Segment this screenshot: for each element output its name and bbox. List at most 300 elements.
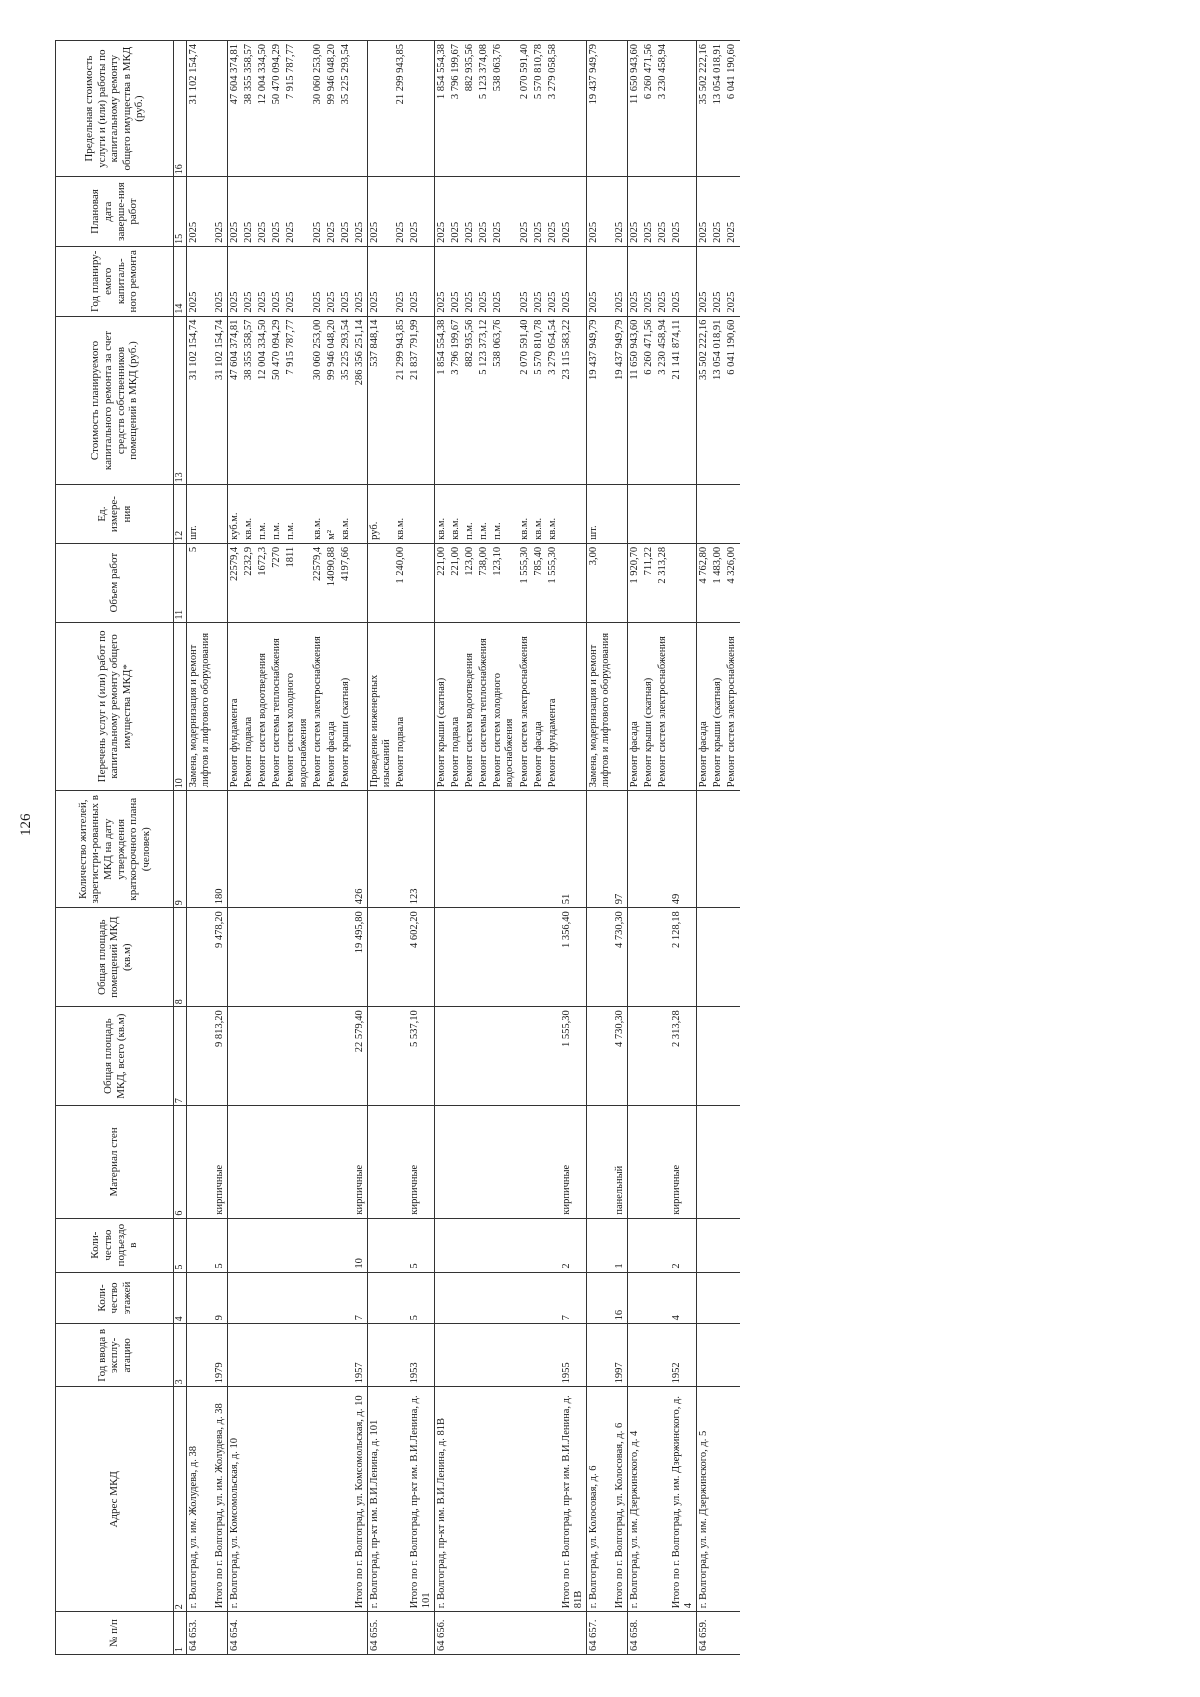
table-cell: [213, 41, 228, 177]
table-cell: [449, 1387, 463, 1612]
table-cell: [491, 1387, 517, 1612]
table-cell: [725, 1324, 739, 1387]
table-cell: [491, 1272, 517, 1324]
column-header: Коли-чество этажей: [56, 1272, 174, 1324]
table-cell: Ремонт фасада: [325, 622, 339, 791]
table-cell: п.м.: [477, 485, 491, 543]
table-cell: [491, 1612, 517, 1655]
table-cell: [449, 1218, 463, 1272]
table-cell: [725, 908, 739, 1007]
table-cell: [546, 1218, 560, 1272]
table-cell: [711, 1612, 725, 1655]
table-cell: [213, 485, 228, 543]
table-cell: 7 915 787,77: [284, 316, 310, 485]
table-cell: [449, 1324, 463, 1387]
table-row: [339, 41, 353, 1655]
table-cell: 12 004 334,50: [256, 316, 270, 485]
table-cell: [725, 791, 739, 908]
table-cell: 2025: [670, 177, 697, 247]
table-cell: 738,00: [477, 543, 491, 622]
table-cell: 2025: [725, 246, 739, 316]
table-cell: [546, 1106, 560, 1218]
table-cell: [367, 908, 394, 1007]
table-cell: 23 115 583,22: [560, 316, 587, 485]
table-row: [270, 41, 284, 1655]
table-cell: 4 730,30: [613, 1007, 628, 1106]
table-cell: [311, 1272, 325, 1324]
table-cell: [228, 1106, 243, 1218]
table-cell: Итого по г. Волгоград, ул. Колосовая, д. 6: [613, 1387, 628, 1612]
table-cell: [449, 908, 463, 1007]
table-cell: [546, 1387, 560, 1612]
table-row: [656, 41, 670, 1655]
table-cell: [284, 1007, 310, 1106]
table-cell: [518, 791, 532, 908]
table-cell: [656, 1387, 670, 1612]
table-cell: [697, 1218, 712, 1272]
table-cell: 50 470 094,29: [270, 316, 284, 485]
table-cell: [256, 791, 270, 908]
table-cell: г. Волгоград, пр-кт им. В.И.Ленина, д. 81В: [435, 1387, 450, 1612]
table-cell: 7: [560, 1272, 587, 1324]
table-cell: 47 604 374,81: [228, 41, 243, 177]
table-cell: 2025: [532, 246, 546, 316]
table-cell: [725, 1387, 739, 1612]
table-cell: 2025: [725, 177, 739, 247]
table-cell: [339, 1612, 353, 1655]
table-cell: [242, 1387, 256, 1612]
table-cell: 1952: [670, 1324, 697, 1387]
table-cell: [339, 791, 353, 908]
table-cell: [491, 1106, 517, 1218]
table-cell: 2025: [187, 177, 214, 247]
table-cell: 1811: [284, 543, 310, 622]
table-cell: [311, 1387, 325, 1612]
table-cell: 11 650 943,60: [628, 41, 643, 177]
table-cell: [242, 1324, 256, 1387]
table-cell: 19 495,80: [353, 908, 368, 1007]
table-cell: [642, 1612, 656, 1655]
table-cell: Ремонт системы теплоснабжения: [270, 622, 284, 791]
table-cell: [353, 1612, 368, 1655]
table-cell: [311, 791, 325, 908]
table-cell: Ремонт фундамента: [228, 622, 243, 791]
table-cell: [270, 1007, 284, 1106]
table-cell: 2025: [213, 177, 228, 247]
table-cell: [477, 1218, 491, 1272]
table-cell: 6 041 190,60: [725, 41, 739, 177]
table-cell: [586, 1106, 613, 1218]
table-cell: 123,00: [463, 543, 477, 622]
column-header: Стоимость планируемого капитального ремонта за счет средств собственников помещений в МКД (руб.): [56, 316, 174, 485]
table-cell: [187, 1007, 214, 1106]
table-cell: 4 326,00: [725, 543, 739, 622]
table-cell: [408, 622, 435, 791]
table-cell: 2: [670, 1218, 697, 1272]
table-cell: Ремонт систем электроснабжения: [311, 622, 325, 791]
table-cell: 13 054 018,91: [711, 316, 725, 485]
table-cell: 180: [213, 791, 228, 908]
table-row: [642, 41, 656, 1655]
table-cell: [725, 1612, 739, 1655]
table-cell: куб.м.: [228, 485, 243, 543]
table-cell: [339, 1106, 353, 1218]
table-cell: кирпичные: [353, 1106, 368, 1218]
table-cell: 882 935,56: [463, 41, 477, 177]
table-cell: 30 060 253,00: [311, 316, 325, 485]
table-cell: [284, 1612, 310, 1655]
table-cell: Ремонт подвала: [242, 622, 256, 791]
table-cell: Итого по г. Волгоград, ул. Комсомольская, д. 10: [353, 1387, 368, 1612]
table-cell: [518, 1007, 532, 1106]
table-cell: [394, 1324, 408, 1387]
table-cell: 9 478,20: [213, 908, 228, 1007]
table-cell: 426: [353, 791, 368, 908]
table-cell: [613, 41, 628, 177]
table-cell: [435, 1324, 450, 1387]
table-cell: 2025: [325, 177, 339, 247]
table-cell: [213, 1612, 228, 1655]
table-row: [242, 41, 256, 1655]
table-cell: 19 437 949,79: [586, 316, 613, 485]
table-cell: 1 555,30: [546, 543, 560, 622]
page-number: 126: [18, 813, 34, 836]
table-cell: [613, 1612, 628, 1655]
column-number: 4: [174, 1272, 187, 1324]
table-cell: 2025: [394, 246, 408, 316]
column-header: Предельная стоимость услуги и (или) работы по капитальному ремонту общего имущества в МКД (руб.): [56, 41, 174, 177]
table-row: [187, 41, 214, 1655]
table-cell: 2025: [613, 177, 628, 247]
table-cell: [628, 908, 643, 1007]
table-cell: 6 260 471,56: [642, 316, 656, 485]
column-header: Адрес МКД: [56, 1387, 174, 1612]
table-cell: 2025: [532, 177, 546, 247]
table-cell: п.м.: [284, 485, 310, 543]
table-cell: [532, 1387, 546, 1612]
table-cell: 123,10: [491, 543, 517, 622]
table-cell: Ремонт системы теплоснабжения: [477, 622, 491, 791]
table-cell: [284, 1106, 310, 1218]
table-cell: [463, 1218, 477, 1272]
table-cell: [228, 908, 243, 1007]
table-cell: п.м.: [256, 485, 270, 543]
table-cell: [532, 1272, 546, 1324]
table-cell: 2025: [546, 246, 560, 316]
table-cell: 64 654.: [228, 1612, 243, 1655]
column-number: 1: [174, 1612, 187, 1655]
table-cell: [586, 1218, 613, 1272]
table-cell: [284, 908, 310, 1007]
table-cell: [463, 1324, 477, 1387]
table-cell: [449, 791, 463, 908]
table-cell: [242, 1007, 256, 1106]
table-cell: Замена, модернизация и ремонт лифтов и лифтового оборудования: [187, 622, 214, 791]
table-cell: 1 854 554,38: [435, 316, 450, 485]
table-cell: [560, 485, 587, 543]
table-cell: Ремонт фасада: [628, 622, 643, 791]
table-cell: [711, 1272, 725, 1324]
table-cell: 2 070 591,40: [518, 316, 532, 485]
table-cell: [532, 1324, 546, 1387]
table-cell: 2025: [463, 177, 477, 247]
table-cell: [311, 1612, 325, 1655]
table-cell: [518, 1612, 532, 1655]
table-cell: [477, 1272, 491, 1324]
table-row: [586, 41, 613, 1655]
column-number: 9: [174, 791, 187, 908]
table-row: [613, 41, 628, 1655]
table-cell: 1: [613, 1218, 628, 1272]
table-cell: [435, 1272, 450, 1324]
table-cell: [697, 485, 712, 543]
table-cell: 2025: [284, 177, 310, 247]
table-cell: [270, 1106, 284, 1218]
table-cell: 5 123 373,12: [477, 316, 491, 485]
table-cell: [613, 622, 628, 791]
table-cell: [491, 908, 517, 1007]
table-cell: 97: [613, 791, 628, 908]
table-cell: [697, 1106, 712, 1218]
table-cell: [242, 1272, 256, 1324]
table-cell: [725, 1218, 739, 1272]
table-cell: [394, 1612, 408, 1655]
table-cell: [642, 1007, 656, 1106]
table-cell: [353, 622, 368, 791]
table-row: [560, 41, 587, 1655]
table-row: [394, 41, 408, 1655]
table-cell: 11 650 943,60: [628, 316, 643, 485]
table-cell: [628, 791, 643, 908]
table-cell: 2025: [339, 177, 353, 247]
table-cell: [242, 1106, 256, 1218]
table-cell: [339, 1272, 353, 1324]
table-cell: [642, 1272, 656, 1324]
table-cell: [449, 1106, 463, 1218]
column-number: 11: [174, 543, 187, 622]
table-cell: 38 355 358,57: [242, 41, 256, 177]
table-cell: [353, 485, 368, 543]
table-cell: 2025: [449, 177, 463, 247]
table-cell: г. Волгоград, пр-кт им. В.И.Ленина, д. 101: [367, 1387, 394, 1612]
table-cell: [477, 1324, 491, 1387]
table-cell: [725, 1272, 739, 1324]
table-cell: [325, 1387, 339, 1612]
table-cell: [656, 791, 670, 908]
table-cell: 4197,66: [339, 543, 353, 622]
table-cell: [656, 1106, 670, 1218]
column-number: 5: [174, 1218, 187, 1272]
table-cell: 22579,4: [228, 543, 243, 622]
table-cell: 3,00: [586, 543, 613, 622]
table-cell: 5 570 810,78: [532, 41, 546, 177]
table-cell: 35 225 293,54: [339, 316, 353, 485]
table-cell: 22579,4: [311, 543, 325, 622]
table-cell: 4: [670, 1272, 697, 1324]
table-cell: 2025: [656, 177, 670, 247]
table-cell: Ремонт фундамента: [546, 622, 560, 791]
table-cell: г. Волгоград, ул. им. Дзержинского, д. 5: [697, 1387, 712, 1612]
table-cell: 785,40: [532, 543, 546, 622]
table-cell: [656, 1007, 670, 1106]
table-cell: [656, 1324, 670, 1387]
table-cell: 47 604 374,81: [228, 316, 243, 485]
table-cell: кв.м.: [339, 485, 353, 543]
table-cell: [560, 41, 587, 177]
table-cell: [518, 1106, 532, 1218]
table-cell: 2025: [697, 177, 712, 247]
table-cell: [463, 1272, 477, 1324]
table-body: [187, 41, 740, 1655]
table-cell: [546, 791, 560, 908]
table-cell: 2025: [213, 246, 228, 316]
table-cell: 2025: [339, 246, 353, 316]
table-cell: 14090,88: [325, 543, 339, 622]
table-cell: [546, 1007, 560, 1106]
table-cell: 31 102 154,74: [187, 316, 214, 485]
table-cell: [284, 1324, 310, 1387]
table-cell: 286 356 251,14: [353, 316, 368, 485]
table-cell: 35 225 293,54: [339, 41, 353, 177]
table-cell: [725, 1007, 739, 1106]
column-header: Перечень услуг и (или) работ по капитальному ремонту общего имущества МКД*: [56, 622, 174, 791]
table-cell: 538 063,76: [491, 41, 517, 177]
table-cell: 2025: [408, 246, 435, 316]
column-header: Год планиру-емого капиталь-ного ремонта: [56, 246, 174, 316]
table-cell: 2025: [242, 177, 256, 247]
table-cell: 123: [408, 791, 435, 908]
table-cell: руб.: [367, 485, 394, 543]
table-cell: [642, 1324, 656, 1387]
table-cell: [187, 1272, 214, 1324]
table-cell: 2025: [586, 246, 613, 316]
table-cell: 31 102 154,74: [187, 41, 214, 177]
table-cell: Ремонт систем водоотведения: [463, 622, 477, 791]
table-cell: [408, 485, 435, 543]
table-cell: 2 313,28: [656, 543, 670, 622]
table-cell: г. Волгоград, ул. Комсомольская, д. 10: [228, 1387, 243, 1612]
table-cell: [242, 1612, 256, 1655]
table-cell: 2025: [325, 246, 339, 316]
table-row: [697, 41, 712, 1655]
column-number: 13: [174, 316, 187, 485]
table-cell: [394, 1106, 408, 1218]
table-cell: 1 483,00: [711, 543, 725, 622]
table-row: [463, 41, 477, 1655]
table-cell: [477, 1007, 491, 1106]
table-cell: [325, 1007, 339, 1106]
table-cell: [670, 1612, 697, 1655]
table-cell: 99 946 048,20: [325, 41, 339, 177]
table-cell: 19 437 949,79: [586, 41, 613, 177]
table-cell: [187, 1324, 214, 1387]
column-number: 2: [174, 1387, 187, 1612]
table-cell: [325, 1272, 339, 1324]
table-cell: [256, 908, 270, 1007]
table-cell: 2025: [256, 177, 270, 247]
table-cell: [477, 791, 491, 908]
table-cell: [670, 622, 697, 791]
table-cell: [339, 1387, 353, 1612]
column-number: 14: [174, 246, 187, 316]
table-cell: Ремонт крыши (скатная): [642, 622, 656, 791]
table-cell: Ремонт подвала: [449, 622, 463, 791]
table-row: [518, 41, 532, 1655]
table-row: [477, 41, 491, 1655]
table-cell: [586, 1272, 613, 1324]
table-cell: [711, 791, 725, 908]
table-cell: [284, 1218, 310, 1272]
table-cell: 2025: [228, 246, 243, 316]
table-cell: Итого по г. Волгоград, ул. им. Жолудева, д. 38: [213, 1387, 228, 1612]
table-cell: [546, 1272, 560, 1324]
table-cell: 2025: [256, 246, 270, 316]
table-cell: [339, 1007, 353, 1106]
table-cell: [532, 791, 546, 908]
table-cell: [628, 1324, 643, 1387]
table-cell: п.м.: [491, 485, 517, 543]
table-cell: [435, 1218, 450, 1272]
table-cell: 1 555,30: [560, 1007, 587, 1106]
table-cell: [213, 622, 228, 791]
table-cell: Ремонт подвала: [394, 622, 408, 791]
table-cell: Ремонт крыши (скатная): [435, 622, 450, 791]
table-cell: [697, 1272, 712, 1324]
table-cell: [242, 791, 256, 908]
table-cell: [408, 41, 435, 177]
table-cell: 2025: [642, 177, 656, 247]
table-cell: [228, 791, 243, 908]
table-cell: кв.м.: [242, 485, 256, 543]
column-number-row: [174, 41, 187, 1655]
table-cell: Замена, модернизация и ремонт лифтов и лифтового оборудования: [586, 622, 613, 791]
table-row: [325, 41, 339, 1655]
table-cell: [642, 791, 656, 908]
table-cell: 2025: [697, 246, 712, 316]
table-cell: м²: [325, 485, 339, 543]
table-cell: 2025: [491, 177, 517, 247]
table-cell: 2025: [491, 246, 517, 316]
table-cell: 2025: [311, 246, 325, 316]
table-cell: 21 837 791,99: [408, 316, 435, 485]
table-cell: 64 656.: [435, 1612, 450, 1655]
table-cell: [187, 908, 214, 1007]
column-number: 12: [174, 485, 187, 543]
table-cell: [586, 1007, 613, 1106]
table-cell: 49: [670, 791, 697, 908]
table-cell: 221,00: [449, 543, 463, 622]
table-cell: [628, 1007, 643, 1106]
table-cell: [213, 543, 228, 622]
column-header: Ед. измере-ния: [56, 485, 174, 543]
table-cell: [518, 908, 532, 1007]
header-row: [56, 41, 174, 1655]
table-cell: [339, 1218, 353, 1272]
table-cell: 3 279 058,58: [546, 41, 560, 177]
table-cell: [187, 1106, 214, 1218]
table-cell: [560, 543, 587, 622]
table-cell: [463, 1612, 477, 1655]
table-cell: кирпичные: [213, 1106, 228, 1218]
table-cell: шт.: [586, 485, 613, 543]
table-cell: кв.м.: [532, 485, 546, 543]
table-cell: 5: [213, 1218, 228, 1272]
table-cell: [242, 908, 256, 1007]
table-cell: кв.м.: [394, 485, 408, 543]
table-cell: [325, 1612, 339, 1655]
table-cell: [435, 1007, 450, 1106]
table-cell: [642, 908, 656, 1007]
